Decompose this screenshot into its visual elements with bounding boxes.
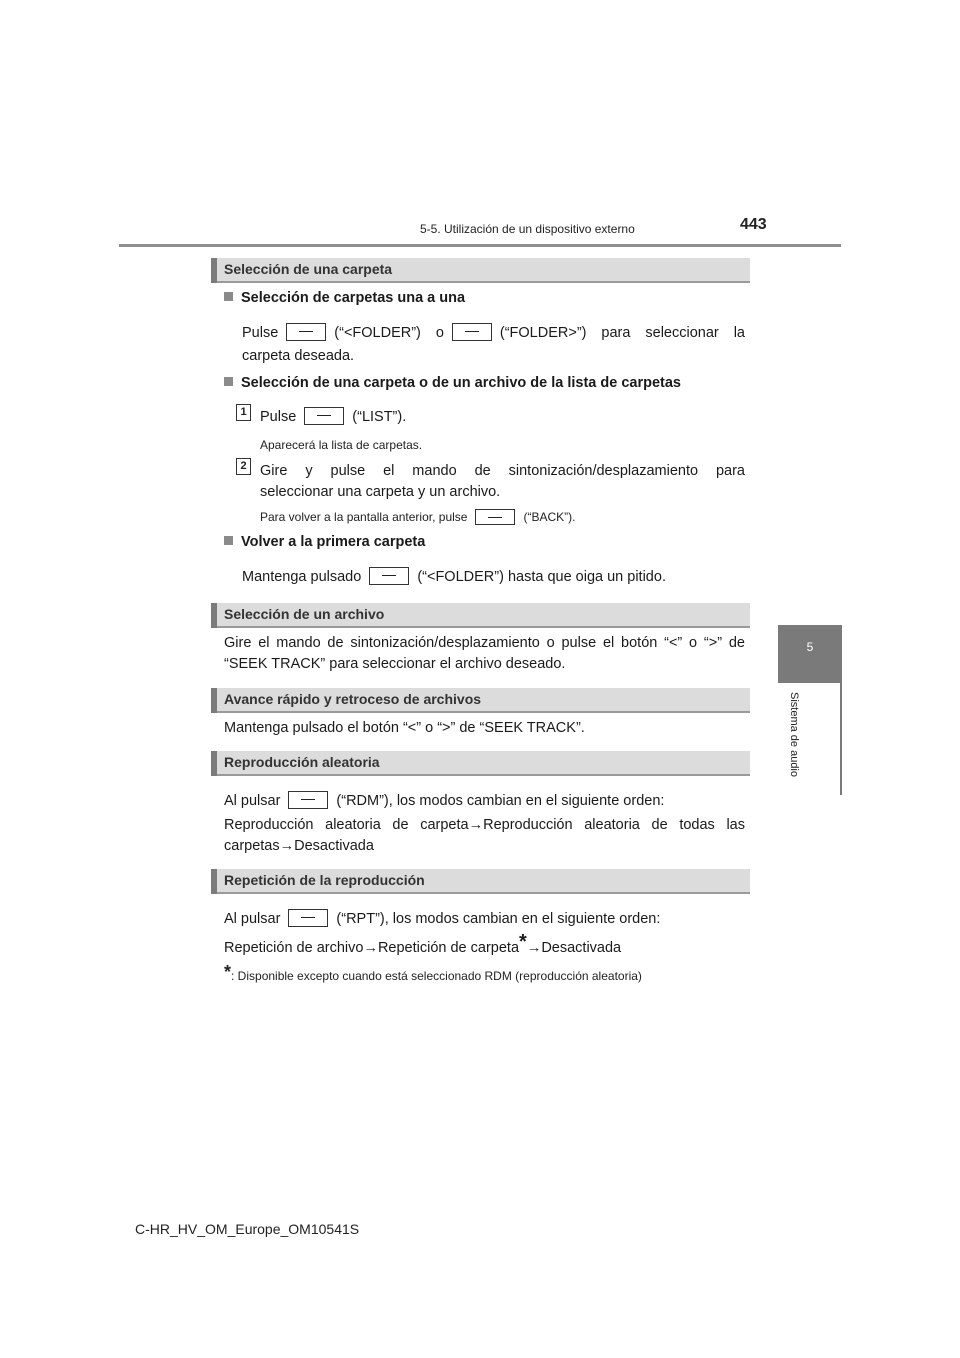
section-title: Avance rápido y retroceso de archivos — [224, 691, 482, 707]
paragraph-repeat-2 — [224, 931, 622, 959]
paragraph-file-1: Gire el mando de sintonización/desplazamiento o pulse el botón “<” o “>” de — [224, 635, 745, 651]
text: (“RDM”), los modos cambian en el siguiente orden: — [336, 793, 665, 809]
text: Al pulsar — [224, 911, 281, 927]
section-title: Repetición de la reproducción — [224, 872, 425, 888]
chapter-tab-title-wrap — [782, 692, 810, 792]
section-title: Reproducción aleatoria — [224, 754, 380, 770]
section-heading-file — [211, 603, 750, 628]
header-divider — [119, 244, 841, 247]
text: Repetición de archivo→Repetición de carpeta — [224, 940, 520, 956]
step-2-note — [260, 509, 575, 525]
chapter-tab[interactable]: 5 — [778, 625, 842, 683]
document-code: C-HR_HV_OM_Europe_OM10541S — [135, 1221, 360, 1237]
step-badge-1: 1 — [236, 404, 251, 421]
text: (“BACK”). — [523, 510, 576, 524]
section-heading-folder — [211, 258, 750, 283]
text: Al pulsar — [224, 793, 281, 809]
text: (“<FOLDER”) hasta que oiga un pitido. — [417, 569, 666, 585]
section-heading-random — [211, 751, 750, 776]
back-button-icon — [475, 509, 515, 525]
section-heading-repeat — [211, 869, 750, 894]
paragraph-random-3: carpetas→Desactivada — [224, 838, 374, 854]
step-1-note: Aparecerá la lista de carpetas. — [260, 438, 423, 452]
step-2-text: Gire y pulse el mando de sintonización/desplazamiento para — [260, 463, 745, 479]
paragraph-repeat-1 — [224, 908, 660, 930]
paragraph-folder-select — [242, 322, 745, 344]
page-number: 443 — [740, 216, 767, 233]
text: (“<FOLDER”) o — [334, 325, 444, 341]
folder-next-button-icon — [452, 323, 492, 341]
section-heading-fast — [211, 688, 750, 713]
text: (“RPT”), los modos cambian en el siguiente orden: — [336, 911, 661, 927]
section-title: Selección de una carpeta — [224, 261, 393, 277]
folder-prev-button-icon — [286, 323, 326, 341]
subheading-one-by-one — [224, 287, 465, 309]
paragraph-fast: Mantenga pulsado el botón “<” o “>” de “SEEK TRACK”. — [224, 720, 585, 736]
square-bullet-icon — [224, 292, 233, 301]
footnote-marker: * — [224, 962, 232, 982]
text: Mantenga pulsado — [242, 569, 362, 585]
chapter-tab-edge — [840, 625, 842, 795]
text: (“LIST”). — [352, 409, 407, 425]
list-button-icon — [304, 407, 344, 425]
subheading-text: Selección de una carpeta o de un archivo de la lista de carpetas — [241, 375, 681, 391]
subheading-text: Selección de carpetas una a una — [241, 290, 466, 306]
footnote-marker: * — [519, 931, 527, 953]
text: Pulse — [260, 409, 297, 425]
chapter-tab-title: Sistema de audio — [788, 692, 800, 777]
step-badge-2: 2 — [236, 458, 251, 475]
footnote-text: : Disponible excepto cuando está seleccionado RDM (reproducción aleatoria) — [231, 969, 642, 983]
footnote — [224, 964, 642, 985]
rpt-button-icon — [288, 909, 328, 927]
square-bullet-icon — [224, 377, 233, 386]
text: Para volver a la pantalla anterior, pulse — [260, 510, 468, 524]
text: →Desactivada — [526, 940, 622, 956]
running-header-section: 5-5. Utilización de un dispositivo externo — [420, 222, 635, 236]
paragraph-first-folder — [242, 566, 666, 588]
square-bullet-icon — [224, 536, 233, 545]
section-title: Selección de un archivo — [224, 606, 385, 622]
paragraph-file-2: “SEEK TRACK” para seleccionar el archivo deseado. — [224, 656, 566, 672]
text: (“FOLDER>”) para seleccionar la — [499, 325, 745, 341]
step-2-text-cont: seleccionar una carpeta y un archivo. — [260, 484, 501, 500]
rdm-button-icon — [288, 791, 328, 809]
paragraph-random-2: Reproducción aleatoria de carpeta→Reproducción aleatoria de todas las — [224, 817, 745, 833]
subheading-from-list — [224, 372, 681, 394]
subheading-text: Volver a la primera carpeta — [241, 534, 426, 550]
paragraph-random-1 — [224, 790, 664, 812]
subheading-first-folder — [224, 531, 425, 553]
step-1-text — [260, 406, 406, 428]
folder-prev-button-icon — [369, 567, 409, 585]
paragraph-folder-select-cont: carpeta deseada. — [242, 348, 355, 364]
text: Pulse — [242, 325, 279, 341]
